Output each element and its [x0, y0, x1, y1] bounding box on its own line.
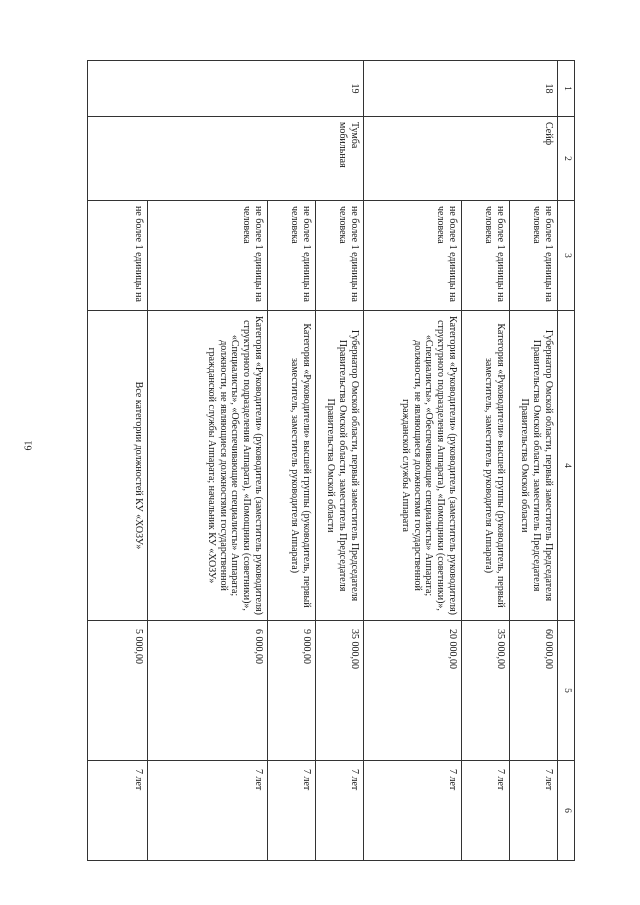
rotated-document [87, 60, 575, 860]
price-cell: 5 000,00 [88, 621, 148, 761]
table-row [316, 61, 364, 861]
term-cell: 7 лет [148, 761, 268, 861]
price-cell: 6 000,00 [148, 621, 268, 761]
price-cell: 9 000,00 [268, 621, 316, 761]
column-header: 2 [558, 117, 575, 201]
quantity-cell: не более 1 единицы на человека [364, 201, 462, 311]
item-name: Сейф [364, 117, 558, 201]
category-cell: Категория «Руководители» (руководитель (заместитель руководителя) структурного подразделения Аппарата), «Помощники (советники)», «Специалисты», «Обеспечивающие специалисты» Аппарата; должности, не являющиеся должностями государственной гражданской службы Аппарата [364, 311, 462, 621]
table-header-row [558, 61, 575, 861]
term-cell: 7 лет [316, 761, 364, 861]
price-cell: 35 000,00 [316, 621, 364, 761]
price-cell: 35 000,00 [462, 621, 510, 761]
price-cell: 20 000,00 [364, 621, 462, 761]
category-cell: Все категории должностей КУ «ХОЗУ» [88, 311, 148, 621]
category-cell: Категория «Руководители» высшей группы (руководитель, первый заместитель, заместитель руководителя Аппарата) [462, 311, 510, 621]
term-cell: 7 лет [510, 761, 558, 861]
category-cell: Категория «Руководители» высшей группы (руководитель, первый заместитель, заместитель руководителя Аппарата) [268, 311, 316, 621]
price-cell: 60 000,00 [510, 621, 558, 761]
quantity-cell: не более 1 единицы на человека [462, 201, 510, 311]
table-row [510, 61, 558, 861]
category-cell: Губернатор Омской области, первый заместитель Председателя Правительства Омской области, заместитель Председателя Правительства Омской области [316, 311, 364, 621]
quantity-cell: не более 1 единицы на человека [316, 201, 364, 311]
term-cell: 7 лет [268, 761, 316, 861]
term-cell: 7 лет [364, 761, 462, 861]
quantity-cell: не более 1 единицы на человека [510, 201, 558, 311]
item-number: 18 [364, 61, 558, 117]
term-cell: 7 лет [462, 761, 510, 861]
column-header: 1 [558, 61, 575, 117]
category-cell: Категория «Руководители» (руководитель (заместитель руководителя) структурного подразделения Аппарата), «Помощники (советники)», «Специалисты», «Обеспечивающие специалисты» Аппарата; должности, не являющиеся должностями государственной гражданской службы Аппарата; начальник КУ «ХОЗУ» [148, 311, 268, 621]
quantity-cell: не более 1 единицы на человека [268, 201, 316, 311]
column-header: 4 [558, 311, 575, 621]
page-number: 61 [23, 440, 35, 451]
item-number: 19 [88, 61, 364, 117]
term-cell: 7 лет [88, 761, 148, 861]
quantity-cell: не более 1 единицы на [88, 201, 148, 311]
column-header: 3 [558, 201, 575, 311]
quantity-cell: не более 1 единицы на человека [148, 201, 268, 311]
column-header: 5 [558, 621, 575, 761]
category-cell: Губернатор Омской области, первый заместитель Председателя Правительства Омской области, заместитель Председателя Правительства Омской области [510, 311, 558, 621]
column-header: 6 [558, 761, 575, 861]
furniture-norms-table [87, 60, 575, 861]
item-name: Тумба мобильная [88, 117, 364, 201]
